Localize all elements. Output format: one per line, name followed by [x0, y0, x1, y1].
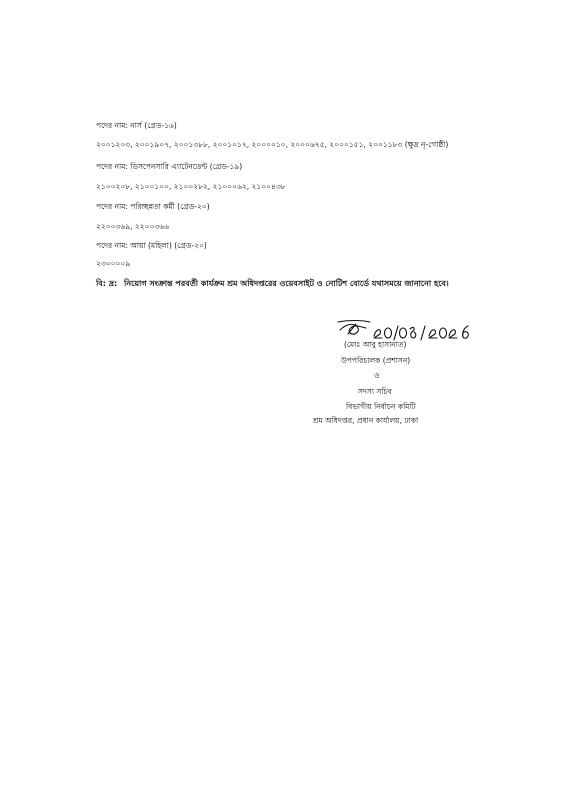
post-title-cleaner: পদের নাম: পরিচ্ছন্নতা কর্মী (গ্রেড-২০) — [96, 202, 210, 211]
signatory-name: (মোঃ আবু হাসানাত) — [344, 340, 407, 349]
signatory-conjunction: ও — [374, 371, 380, 380]
roll-numbers-aya: ২৩০০০০৯ — [96, 259, 131, 268]
signatory-office: শ্রম অধিদপ্তর, প্রধান কার্যালয়, ঢাকা — [313, 416, 419, 425]
roll-numbers-cleaner: ২২০০৩৬৯, ২২০০৩৬৬ — [96, 222, 170, 231]
signatory-designation: উপপরিচালক (প্রশাসন) — [341, 356, 411, 365]
post-title-dispensary-attendant: পদের নাম: ডিসপেনসারি এ্যাটেনডেন্ট (গ্রেড-১৯) — [96, 162, 243, 171]
roll-numbers-dispensary-attendant: ২১০০২০৮, ২১০০১০০, ২১০০২৮২, ২১০০০৬২, ২১০০৪৩৮ — [96, 182, 286, 191]
signatory-role: সদস্য সচিব — [358, 387, 392, 396]
roll-numbers-nurse: ২০০১২০৩, ২০০১৯০৭, ২০০১৩৮৮, ২০০১০১৭, ২০০০০১০, ২০০০৬৭৫, ২০০০১৫১, ২০০১১৮৩ (ক্ষুদ্র নৃ-গোষ্ঠী) — [96, 140, 449, 149]
signatory-committee: বিভাগীয় নির্বাচন কমিটি — [346, 402, 416, 411]
note-text: নিয়োগ সংক্রান্ত পরবর্তী কার্যক্রম শ্রম অধিদপ্তরের ওয়েবসাইট ও নোটিশ বোর্ডে যথাসময়ে জানানো হবে। — [124, 279, 449, 288]
post-title-aya: পদের নাম: আয়া (মহিলা) (গ্রেড-২০) — [96, 241, 207, 250]
note-paragraph — [96, 278, 449, 289]
post-title-nurse: পদের নাম: নার্স (গ্রেড-১৬) — [96, 121, 177, 130]
note-label: বি: দ্র: — [96, 279, 118, 288]
